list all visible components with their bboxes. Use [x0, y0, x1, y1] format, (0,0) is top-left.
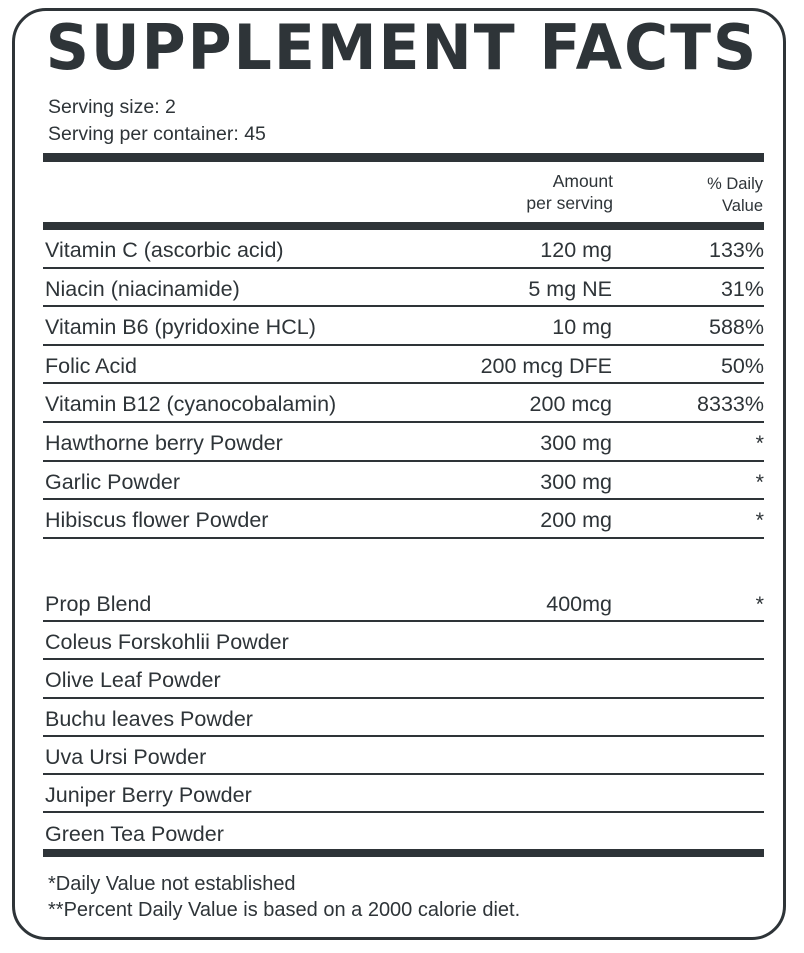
- blend-ingredient-row: [43, 775, 764, 813]
- nutrient-name: Niacin (niacinamide): [45, 276, 240, 301]
- nutrient-amount: 300 mg: [540, 469, 612, 494]
- blend-ingredient-row: [43, 814, 764, 852]
- nutrient-name: Vitamin C (ascorbic acid): [45, 238, 284, 262]
- nutrient-row: [43, 384, 764, 423]
- nutrient-row: [43, 307, 764, 346]
- blend-ingredient-name: Buchu leaves Powder: [45, 706, 253, 731]
- panel-title: SUPPLEMENT FACTS: [45, 11, 759, 85]
- blend-ingredient-row: [43, 622, 764, 660]
- nutrient-amount: 200 mcg: [529, 392, 612, 417]
- nutrient-amount: 10 mg: [552, 315, 612, 340]
- nutrient-row: [43, 346, 764, 385]
- amount-header-line1: Amount: [552, 171, 613, 191]
- amount-header-line2: per serving: [526, 193, 613, 213]
- blend-ingredient-name: Olive Leaf Powder: [45, 668, 221, 693]
- nutrient-daily-value: 588%: [709, 315, 764, 340]
- thick-rule-bottom: [43, 849, 764, 857]
- nutrient-daily-value: *: [755, 508, 764, 533]
- blend-row: [43, 584, 764, 622]
- nutrient-name: Vitamin B6 (pyridoxine HCL): [45, 315, 316, 340]
- nutrient-row: [43, 423, 764, 462]
- nutrient-daily-value: *: [755, 469, 764, 494]
- nutrient-name: Folic Acid: [45, 353, 138, 378]
- blend-ingredient-row: [43, 660, 764, 698]
- nutrient-row: [43, 500, 764, 539]
- nutrient-row: [43, 269, 764, 308]
- nutrient-daily-value: 50%: [720, 353, 764, 378]
- servings-per-container: Serving per container: 45: [48, 123, 266, 145]
- nutrient-daily-value: 31%: [720, 276, 764, 301]
- nutrient-amount: 120 mg: [540, 238, 612, 262]
- nutrient-name: Hawthorne berry Powder: [45, 431, 283, 455]
- nutrient-row: [43, 230, 764, 269]
- nutrient-amount: 200 mcg DFE: [480, 353, 612, 378]
- dv-header-line1: % Daily: [707, 175, 763, 193]
- blend-ingredient-name: Uva Ursi Powder: [45, 744, 207, 769]
- nutrient-name: Vitamin B12 (cyanocobalamin): [45, 392, 337, 417]
- blend-ingredient-row: [43, 737, 764, 775]
- row-divider: [43, 537, 764, 539]
- dv-header-line2: Value: [722, 197, 763, 215]
- blend-ingredient-row: [43, 699, 764, 737]
- nutrient-name: Garlic Powder: [45, 469, 181, 494]
- blend-daily-value: *: [755, 592, 764, 616]
- serving-size: Serving size: 2: [48, 96, 176, 118]
- daily-value-column-header: [707, 173, 763, 217]
- nutrient-amount: 5 mg NE: [528, 276, 612, 301]
- nutrient-amount: 200 mg: [540, 508, 612, 533]
- nutrient-name: Hibiscus flower Powder: [45, 508, 269, 533]
- nutrient-daily-value: 133%: [709, 238, 764, 262]
- nutrient-daily-value: *: [755, 431, 764, 455]
- blend-ingredient-name: Green Tea Powder: [45, 821, 224, 846]
- footnote-calorie-diet: **Percent Daily Value is based on a 2000 calorie diet.: [48, 899, 521, 921]
- nutrient-amount: 300 mg: [540, 431, 612, 455]
- thick-rule-top: [43, 153, 764, 162]
- blend-ingredient-name: Coleus Forskohlii Powder: [45, 630, 289, 654]
- footnote-daily-value: *Daily Value not established: [48, 873, 296, 895]
- blend-ingredient-name: Juniper Berry Powder: [45, 783, 252, 808]
- amount-column-header: [526, 170, 613, 214]
- nutrient-row: [43, 462, 764, 501]
- blend-amount: 400mg: [546, 592, 612, 616]
- nutrient-daily-value: 8333%: [697, 392, 764, 417]
- thick-rule-header: [43, 222, 764, 230]
- blend-name: Prop Blend: [45, 592, 152, 616]
